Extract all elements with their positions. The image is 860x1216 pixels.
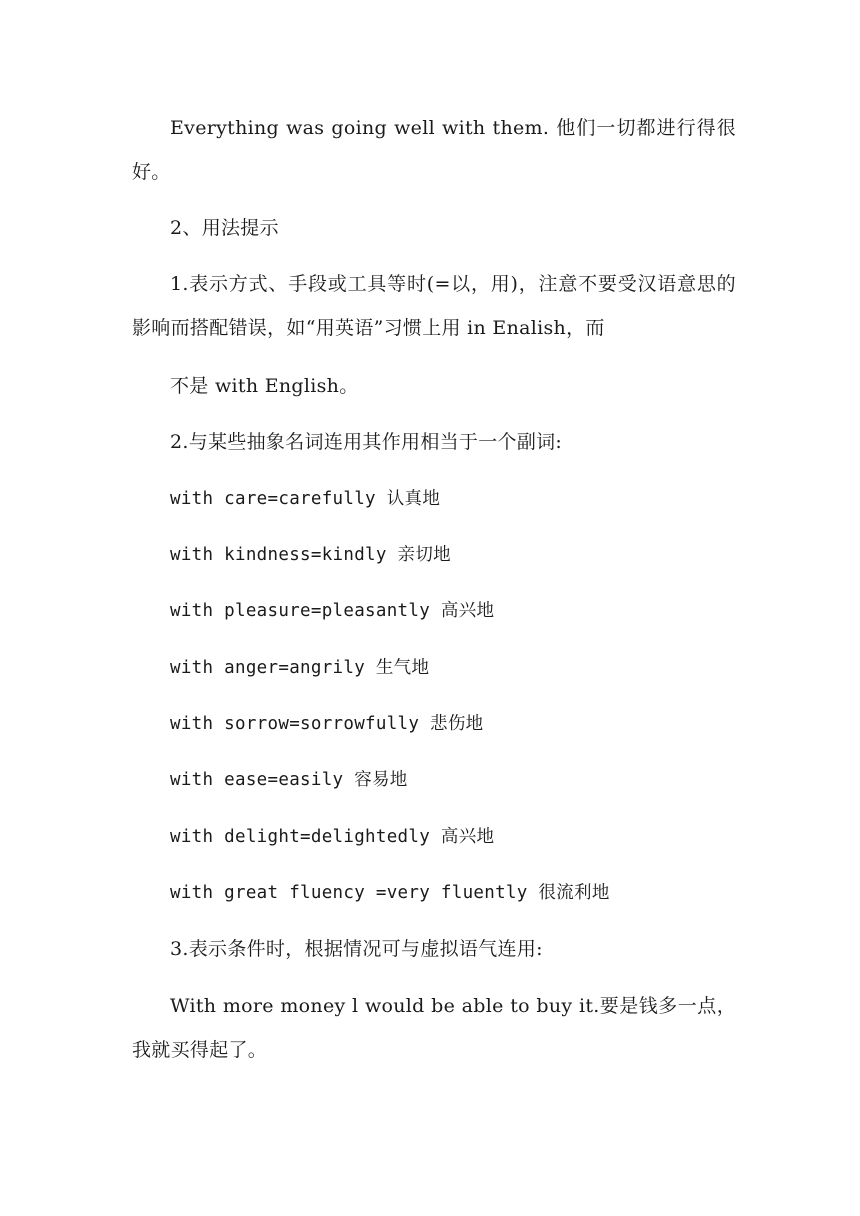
example-sentence-paragraph: Everything was going well with them. 他们一切都进行得很好。	[132, 117, 736, 183]
phrase-item: with kindness=kindly 亲切地	[170, 545, 451, 565]
usage-note-1-continuation: 不是 with English。	[170, 375, 359, 397]
conditional-example-paragraph: With more money l would be able to buy it.要是钱多一点，我就买得起了。	[132, 995, 736, 1061]
phrase-item: with pleasure=pleasantly 高兴地	[170, 601, 495, 621]
phrase-item: with delight=delightedly 高兴地	[170, 827, 495, 847]
phrase-item: with anger=angrily 生气地	[170, 658, 430, 678]
phrase-item: with care=carefully 认真地	[170, 489, 441, 509]
phrase-item: with great fluency =very fluently 很流利地	[170, 883, 610, 903]
phrase-item: with ease=easily 容易地	[170, 770, 408, 790]
usage-note-3-heading: 3.表示条件时，根据情况可与虚拟语气连用:	[170, 938, 543, 960]
usage-note-2-heading: 2.与某些抽象名词连用其作用相当于一个副词:	[170, 431, 563, 453]
section-heading: 2、用法提示	[170, 217, 279, 239]
phrase-item: with sorrow=sorrowfully 悲伤地	[170, 714, 484, 734]
usage-note-1-paragraph: 1.表示方式、手段或工具等时(=以，用)，注意不要受汉语意思的影响而搭配错误，如“用英语”习惯上用 in Enalish，而	[132, 273, 736, 339]
